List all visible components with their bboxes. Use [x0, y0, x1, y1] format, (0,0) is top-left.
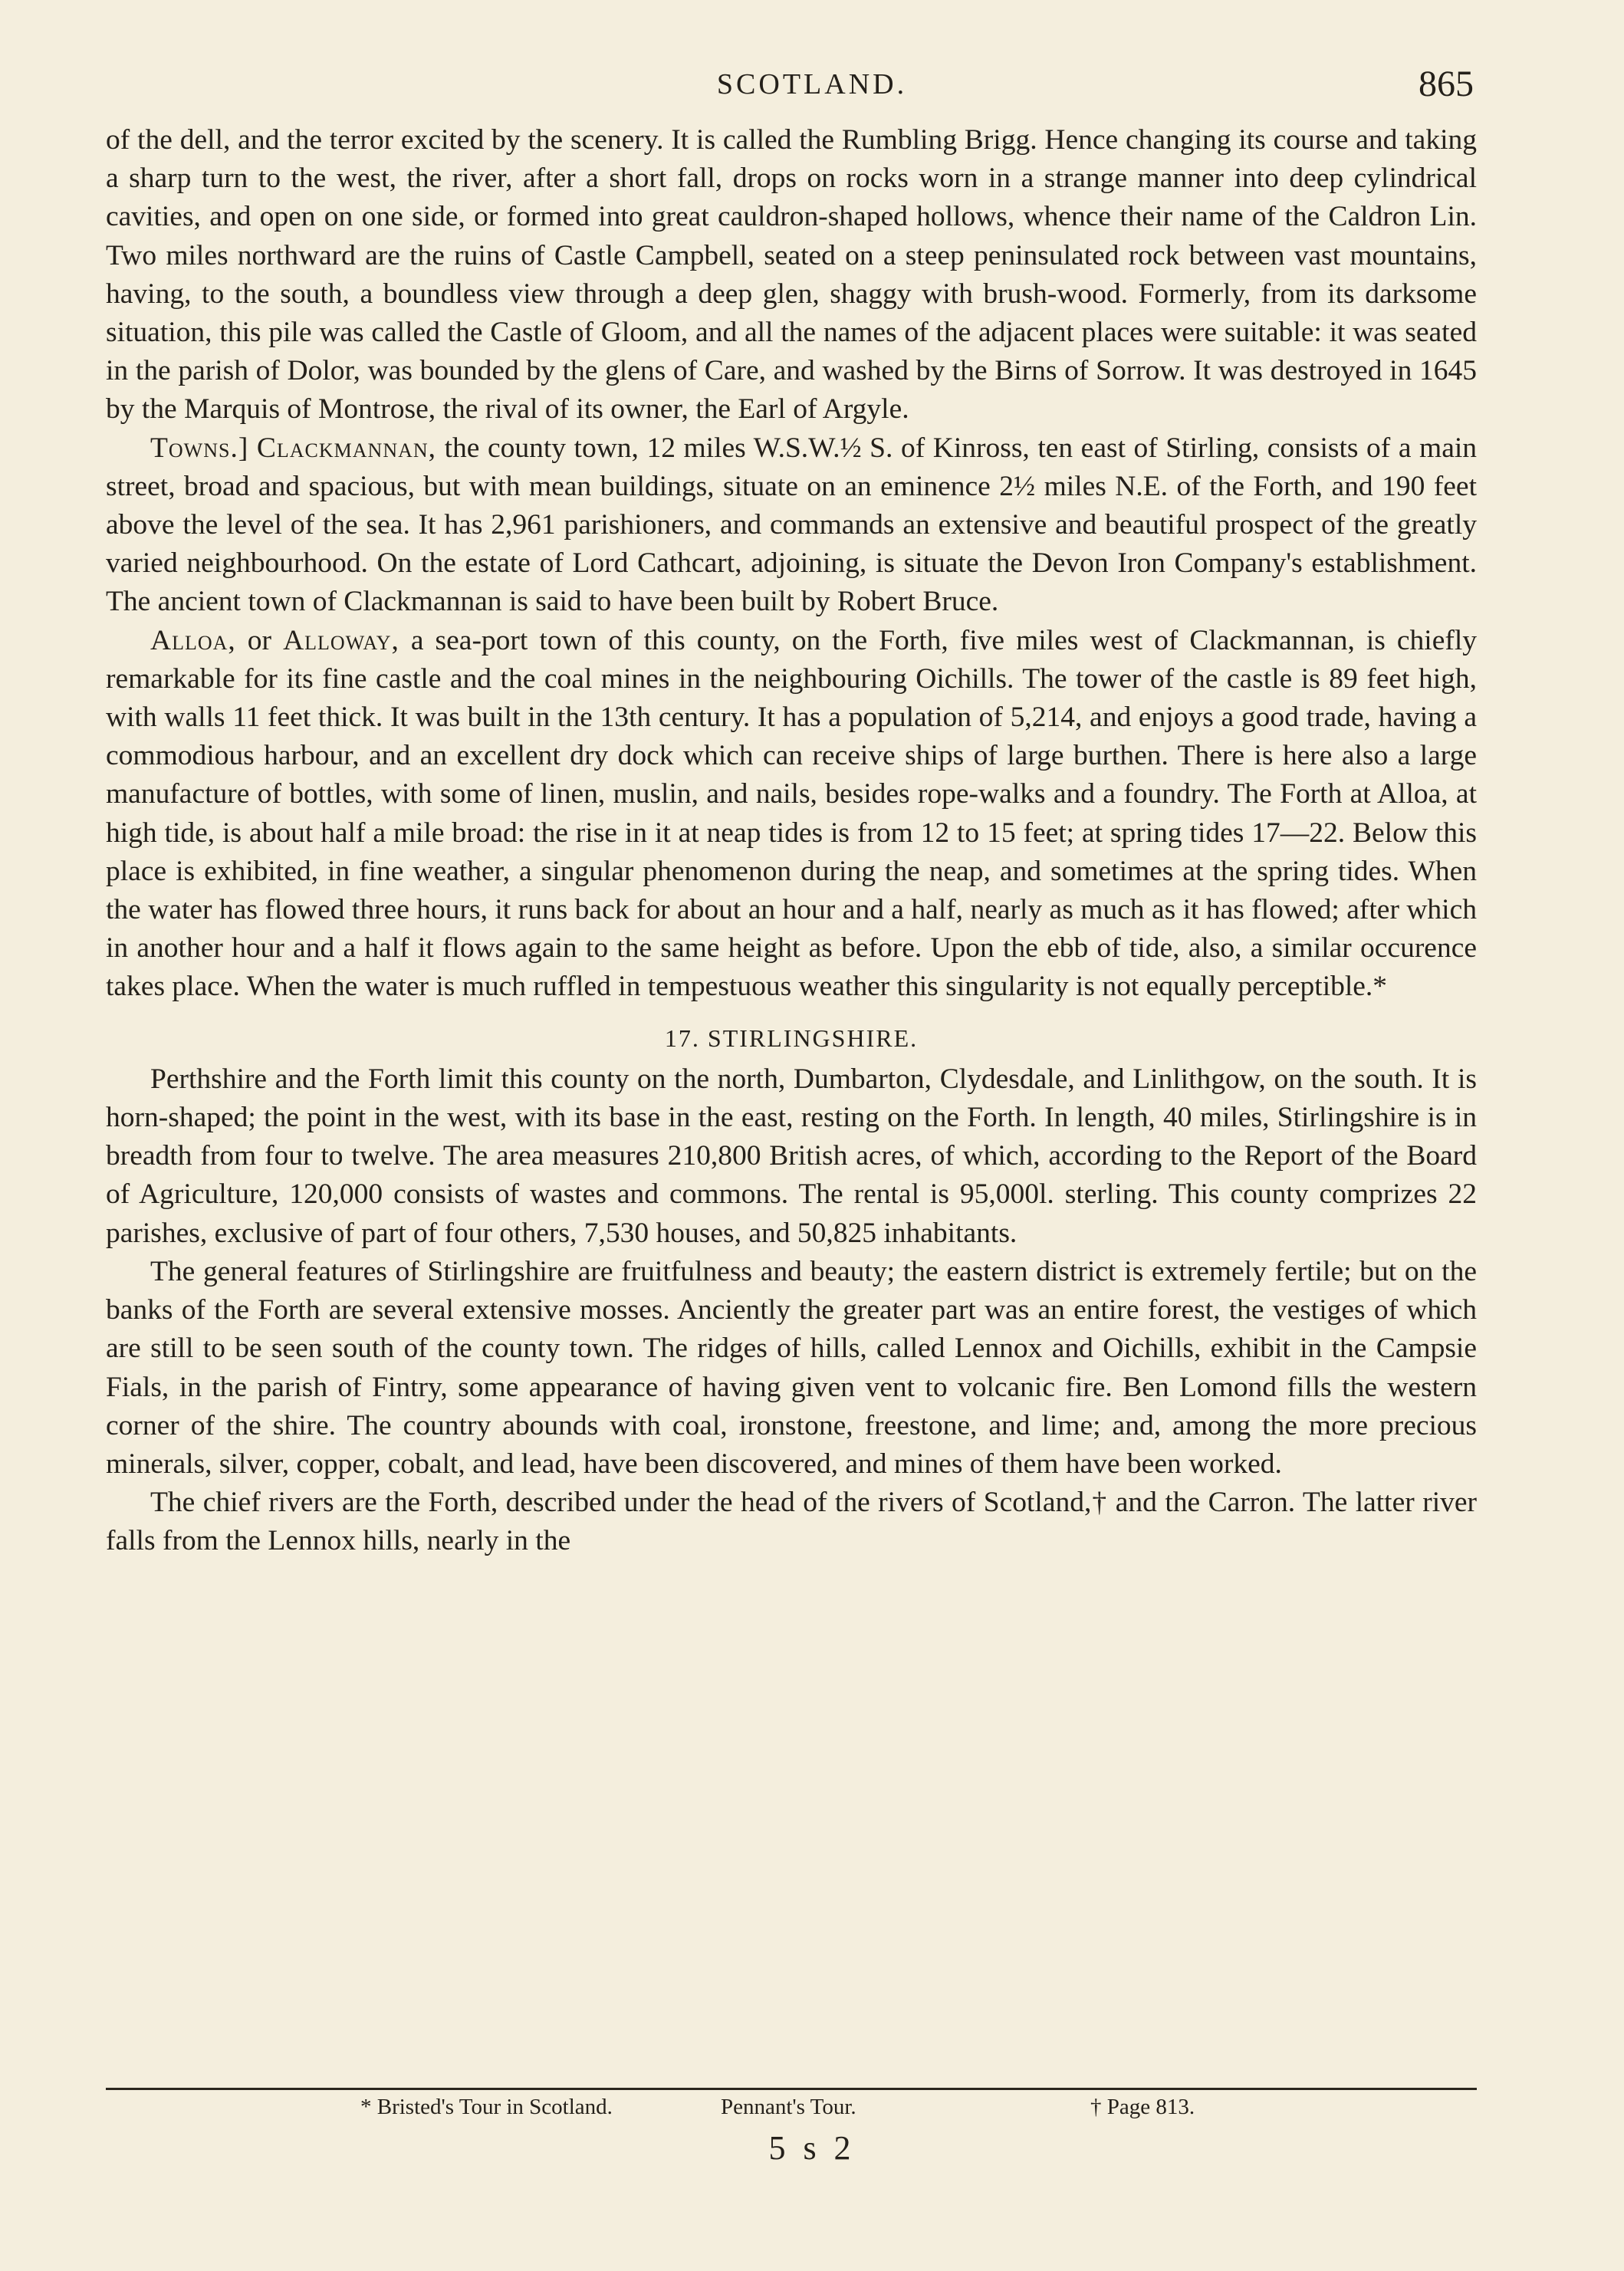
paragraph-clackmannan: [106, 429, 1477, 622]
page-number: 865: [1419, 64, 1474, 104]
alloway-label: Alloway,: [283, 624, 399, 656]
alloa-or: or: [247, 624, 272, 656]
running-title: SCOTLAND.: [716, 68, 908, 100]
signature-mark: 5 s 2: [768, 2129, 856, 2167]
section-heading-stirlingshire: 17. STIRLINGSHIRE.: [664, 1024, 919, 1052]
footnote-rule: [106, 2088, 1477, 2090]
clackmannan-text: the county town, 12 miles W.S.W.½ S. of Kinross, ten east of Stirling, consists of a main street, broad and spacious, but with mean buildings, situate on an eminence 2½ miles N.E. of the Forth, and 190 feet above the level of the sea. It has 2,961 parishioners, and commands an extensive and beautiful prospect of the greatly varied neighbourhood. On the estate of Lord Cathcart, adjoining, is situate the Devon Iron Company's establishment. The ancient town of Clackmannan is said to have been built by Robert Bruce.: [106, 432, 1478, 618]
paragraph-castle-campbell: of the dell, and the terror excited by the scenery. It is called the Rumbling Brigg. Hence changing its course and taking a sharp turn to the west, the river, after a short fall, drops on rocks worn in a strange manner into deep cylindrical cavities, and open on one side, or formed into great cauldron-shaped hollows, whence their name of the Caldron Lin. Two miles northward are the ruins of Castle Campbell, seated on a steep peninsulated rock between vast mountains, having, to the south, a boundless view through a deep glen, shaggy with brush-wood. Formerly, from its darksome situation, this pile was called the Castle of Gloom, and all the names of the adjacent places were suitable: it was seated in the parish of Dolor, was bounded by the glens of Care, and washed by the Birns of Sorrow. It was destroyed in 1645 by the Marquis of Montrose, the rival of its owner, the Earl of Argyle.: [106, 124, 1477, 426]
alloa-text: a sea-port town of this county, on the Forth, five miles west of Clackmannan, is chiefly remarkable for its fine castle and the coal mines in the neighbouring Oichills. The tower of the castle is 89 feet high, with walls 11 feet thick. It was built in the 13th century. It has a population of 5,214, and enjoys a good trade, having a commodious harbour, and an excellent dry dock which can receive ships of large burthen. There is here also a large manufacture of bottles, with some of linen, muslin, and nails, besides rope-walks and a foundry. The Forth at Alloa, at high tide, is about half a mile broad: the rise in it at neap tides is from 12 to 15 feet; at spring tides 17—22. Below this place is exhibited, in fine weather, a singular phenomenon during the neap, and sometimes at the spring tides. When the water has flowed three hours, it runs back for about an hour and a half, nearly as much as it has flowed; after which in another hour and a half it flows again to the same height as before. Upon the ebb of tide, also, a similar occurence takes place. When the water is much ruffled in tempestuous weather this singularity is not equally perceptible.*: [106, 624, 1478, 1003]
paragraph-stirlingshire-bounds: Perthshire and the Forth limit this county on the north, Dumbarton, Clydesdale, and Linlithgow, on the south. It is horn-shaped; the point in the west, with its base in the east, resting on the Forth. In length, 40 miles, Stirlingshire is in breadth from four to twelve. The area measures 210,800 British acres, of which, according to the Report of the Board of Agriculture, 120,000 consists of wastes and commons. The rental is 95,000l. sterling. This county comprizes 22 parishes, exclusive of part of four others, 7,530 houses, and 50,825 inhabitants.: [106, 1063, 1477, 1249]
body-text: [106, 121, 1477, 1561]
towns-label: Towns.]: [150, 432, 249, 464]
footnote-bristed: * Bristed's Tour in Scotland.: [360, 2095, 613, 2119]
clackmannan-label: Clackmannan,: [256, 432, 437, 464]
paragraph-stirlingshire-features: The general features of Stirlingshire are fruitfulness and beauty; the eastern district is extremely fertile; but on the banks of the Forth are several extensive mosses. Anciently the greater part was an entire forest, the vestiges of which are still to be seen south of the county town. The ridges of hills, called Lennox and Oichills, exhibit in the Campsie Fials, in the parish of Fintry, some appearance of having given vent to volcanic fire. Ben Lomond fills the western corner of the shire. The country abounds with coal, ironstone, freestone, and lime; and, among the more precious minerals, silver, copper, cobalt, and lead, have been discovered, and mines of them have been worked.: [106, 1255, 1477, 1480]
paragraph-stirlingshire-rivers: The chief rivers are the Forth, described under the head of the rivers of Scotland,† and the Carron. The latter river falls from the Lennox hills, nearly in the: [106, 1487, 1477, 1557]
footnotes: [0, 2095, 1624, 2128]
footnote-page-ref: † Page 813.: [1090, 2095, 1195, 2119]
footnote-pennant: Pennant's Tour.: [721, 2095, 856, 2119]
alloa-label: Alloa,: [150, 624, 236, 656]
paragraph-alloa: [106, 622, 1477, 1007]
